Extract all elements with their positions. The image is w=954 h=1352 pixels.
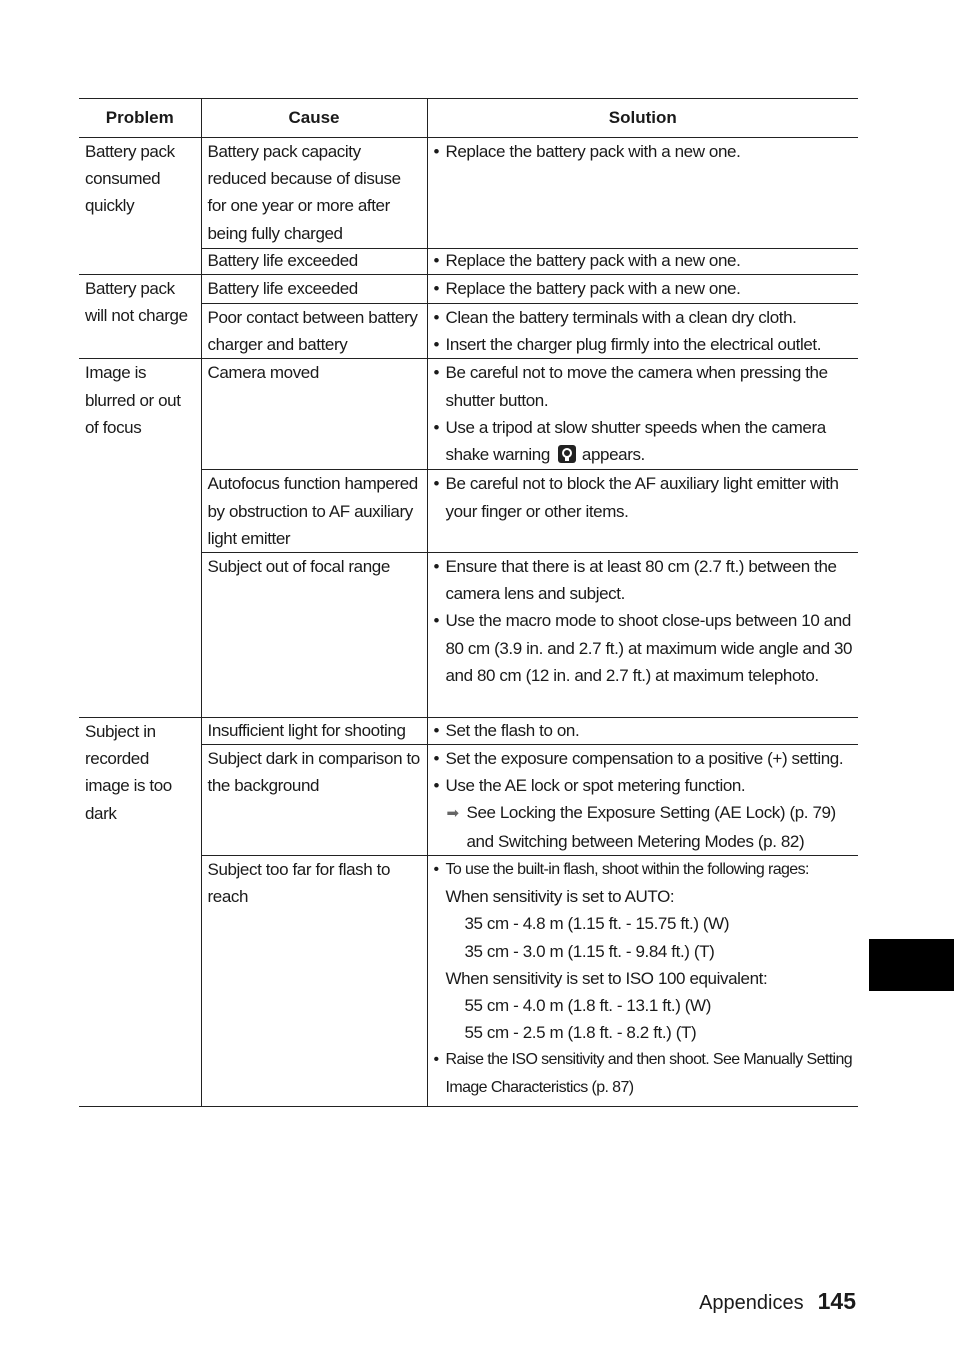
solution-cell xyxy=(427,359,858,470)
solution-bullet xyxy=(434,470,855,524)
solution-text: Raise the ISO sensitivity and then shoot. See Manually Setting Image Characteristics (p. 87) xyxy=(445,1051,853,1096)
solution-bullet xyxy=(434,553,855,607)
cause-cell xyxy=(201,718,427,745)
solution-bullet xyxy=(434,359,855,413)
solution-text: Use the AE lock or spot metering function. xyxy=(445,776,746,796)
solution-text: To use the built-in flash, shoot within the following rages: xyxy=(445,861,809,879)
solution-bullet xyxy=(434,414,855,468)
problem-text: Battery pack consumed quickly xyxy=(85,142,175,216)
solution-text: Ensure that there is at least 80 cm (2.7 ft.) between the camera lens and subject. xyxy=(445,557,837,604)
solution-cell xyxy=(427,745,858,856)
solution-bullet xyxy=(434,745,855,772)
cause-text: Battery pack capacity reduced because of disuse for one year or more after being fully charged xyxy=(207,142,401,243)
bullet-icon: • xyxy=(433,557,440,577)
cause-text: Subject out of focal range xyxy=(207,557,390,577)
cause-text: Insufficient light for shooting xyxy=(207,721,406,741)
solution-bullet xyxy=(434,607,855,689)
range-value: 55 cm - 2.5 m (1.8 ft. - 8.2 ft.) (T) xyxy=(464,1023,697,1043)
troubleshooting-table xyxy=(79,98,858,1107)
solution-cell xyxy=(427,138,858,249)
page-number: 145 xyxy=(817,1288,856,1314)
cause-text: Camera moved xyxy=(207,363,319,383)
table-row xyxy=(79,138,858,249)
sensitivity-heading: When sensitivity is set to AUTO: xyxy=(445,887,675,907)
solution-cell xyxy=(427,856,858,1107)
bullet-icon: • xyxy=(433,417,440,437)
solution-bullet xyxy=(434,275,855,302)
range-value: 35 cm - 4.8 m (1.15 ft. - 15.75 ft.) (W) xyxy=(464,914,730,934)
table-header xyxy=(79,99,858,138)
solution-cell xyxy=(427,718,858,745)
bullet-icon: • xyxy=(433,721,440,741)
section-name: Appendices xyxy=(699,1292,804,1314)
solution-bullet xyxy=(434,331,855,358)
header-cause: Cause xyxy=(201,99,427,138)
header-row xyxy=(79,99,858,138)
cause-text: Battery life exceeded xyxy=(207,251,358,270)
cause-text: Autofocus function hampered by obstruction to AF auxiliary light emitter xyxy=(207,474,418,548)
table-row xyxy=(79,718,858,745)
bullet-icon: • xyxy=(433,611,440,631)
cause-cell xyxy=(201,249,427,275)
solution-text: appears. xyxy=(581,445,645,465)
page-footer xyxy=(699,1288,856,1315)
solution-bullet xyxy=(434,1046,855,1100)
problem-text: Image is blurred or out of focus xyxy=(85,363,181,437)
solution-text: Be careful not to move the camera when pressing the shutter button. xyxy=(445,363,828,410)
bullet-icon: • xyxy=(433,251,440,270)
range-value: 35 cm - 3.0 m (1.15 ft. - 9.84 ft.) (T) xyxy=(464,941,715,961)
bullet-icon: • xyxy=(433,279,440,298)
solution-text: Be careful not to block the AF auxiliary light emitter with your finger or other items. xyxy=(445,474,839,521)
problem-cell xyxy=(79,138,201,275)
bullet-icon: • xyxy=(433,474,440,494)
bullet-icon: • xyxy=(433,776,440,796)
solution-text: Clean the battery terminals with a clean dry cloth. xyxy=(445,308,797,327)
header-solution: Solution xyxy=(427,99,858,138)
bullet-icon: • xyxy=(433,335,440,355)
cause-text: Poor contact between battery charger and battery xyxy=(207,308,418,355)
table-row xyxy=(79,359,858,470)
problem-text: Subject in recorded image is too dark xyxy=(85,722,172,823)
cause-text: Subject too far for flash to reach xyxy=(207,860,391,907)
table-row xyxy=(79,275,858,304)
cause-cell xyxy=(201,304,427,359)
cause-cell xyxy=(201,359,427,470)
bullet-icon: • xyxy=(433,308,440,327)
bullet-icon: • xyxy=(433,749,440,769)
solution-text: Set the exposure compensation to a positive (+) setting. xyxy=(445,749,844,769)
cause-cell xyxy=(201,553,427,718)
solution-text: Replace the battery pack with a new one. xyxy=(445,142,741,161)
problem-text: Battery pack will not charge xyxy=(85,279,188,326)
cause-cell xyxy=(201,745,427,856)
bullet-icon: • xyxy=(433,363,440,383)
solution-text: Replace the battery pack with a new one. xyxy=(445,279,741,298)
problem-cell xyxy=(79,718,201,1107)
header-problem: Problem xyxy=(79,99,201,138)
solution-bullet xyxy=(434,304,855,331)
problem-cell xyxy=(79,359,201,718)
cause-text: Subject dark in comparison to the background xyxy=(207,749,420,796)
range-value: 55 cm - 4.0 m (1.8 ft. - 13.1 ft.) (W) xyxy=(464,996,711,1016)
solution-bullet xyxy=(434,718,855,743)
solution-cell xyxy=(427,553,858,718)
problem-cell xyxy=(79,275,201,359)
reference-arrow-icon: ➡ xyxy=(446,805,459,823)
camera-shake-icon xyxy=(558,445,576,463)
solution-cell xyxy=(427,249,858,275)
solution-bullet xyxy=(434,138,855,165)
cause-cell xyxy=(201,470,427,553)
cause-cell xyxy=(201,275,427,304)
sensitivity-heading: When sensitivity is set to ISO 100 equivalent: xyxy=(445,968,768,988)
chapter-tab-marker xyxy=(869,939,954,991)
cross-reference xyxy=(434,799,855,854)
solution-cell xyxy=(427,304,858,359)
bullet-icon: • xyxy=(433,861,439,879)
solution-bullet xyxy=(434,856,855,883)
bullet-icon: • xyxy=(433,1051,439,1069)
reference-text: See Locking the Exposure Setting (AE Lock) (p. 79) and Switching between Metering Modes (p. 82) xyxy=(466,803,836,851)
cause-cell xyxy=(201,138,427,249)
solution-text: Use a tripod at slow shutter speeds when the camera shake warning xyxy=(445,417,826,465)
solution-cell xyxy=(427,275,858,304)
solution-text: Replace the battery pack with a new one. xyxy=(445,251,741,270)
solution-bullet xyxy=(434,772,855,799)
solution-text: Set the flash to on. xyxy=(445,721,580,741)
solution-cell xyxy=(427,470,858,553)
bullet-icon: • xyxy=(433,142,440,161)
cause-text: Battery life exceeded xyxy=(207,279,358,298)
solution-text: Use the macro mode to shoot close-ups between 10 and 80 cm (3.9 in. and 2.7 ft.) at maximum wide angle and 30 and 80 cm (12 in. and 2.7 ft.) at maximum telephoto. xyxy=(445,611,853,685)
solution-bullet xyxy=(434,249,855,273)
solution-text: Insert the charger plug firmly into the electrical outlet. xyxy=(445,335,822,355)
cause-cell xyxy=(201,856,427,1107)
